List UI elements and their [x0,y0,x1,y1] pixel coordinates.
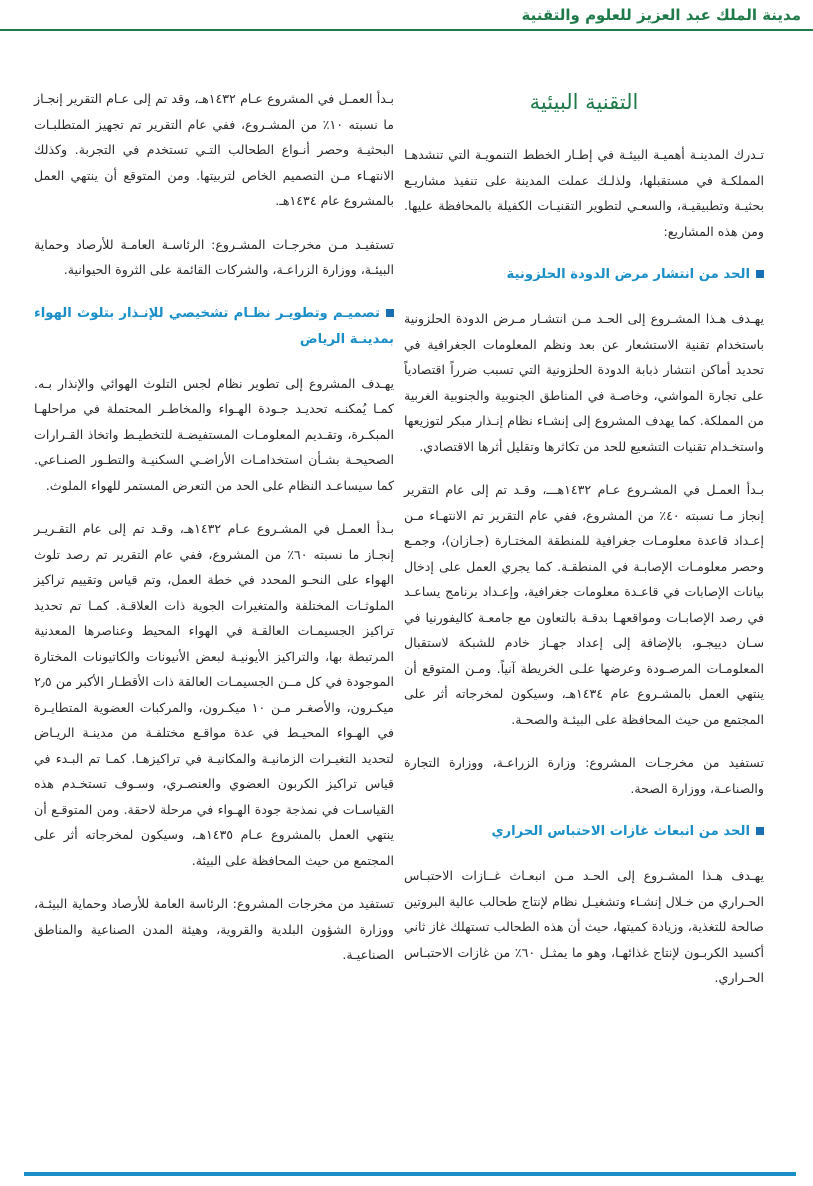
paragraph: تستفيـد مـن مخرجـات المشـروع: الرئاسـة العامـة للأرصاد وحماية البيئـة، ووزارة الزراعـة، والشركات القائمة على الثروة الحيوانية. [34,236,394,277]
left-column [34,86,394,986]
section-title: التقنية البيئية [529,90,639,114]
paragraph: يهـدف هـذا المشـروع إلى الحـد مـن انبعـاث غــازات الاحتبـاس الحـراري من خـلال إنشـاء وتشغيـل نظام لإنتاج طحالب عالية البروتين صالحة للتغذية، وزيادة كميتها، حيث أن هذه الطحالب تستهلك غاز ثاني أكسيد الكربـون لإنتاج غذائهـا، وهو ما يمثـل ٦٠٪ من غازات الاحتبـاس الحـراري. [404,868,765,985]
project-heading-text: تصميـم وتطويـر نظـام تشخيصي للإنـذار بتلوث الهواء بمدينـة الرياض [34,305,394,347]
project-heading-text: الحد من انبعاث غازات الاحتباس الحراري [491,824,750,839]
paragraph: تستفيد من مخرجـات المشروع: وزارة الزراعـة، ووزارة التجارة والصناعـة، ووزارة الصحة. [404,755,764,796]
bullet-square-icon [756,827,764,835]
project-heading-greenhouse [404,819,764,845]
header-title: مدينة الملك عبد العزيز للعلوم والتقنية [521,6,801,24]
paragraph: بـدأ العمـل في المشروع عـام ١٤٣٢هـ، وقد تم إلى عـام التقرير إنجـاز ما نسبته ١٠٪ من المشـروع، ففي عام التقرير تم تجهيز المتطلبـات البحثيـة وحصر أنـواع الطحالب التـي تستخدم في التجربة. وكذلك الانتهـاء مـن التصميم الخاص لتربيتها. ومن المتوقع أن ينتهي العمل بالمشروع عام ١٤٣٤هـ. [34,91,394,208]
project-heading-air-pollution [34,301,394,353]
right-column [404,88,764,1009]
intro-paragraph: تـدرك المدينـة أهميـة البيئـة في إطـار الخطط التنمويـة التي تنشدهـا المملكـة في مستقبلها، ولذلـك عملت المدينة على تنفيذ مشاريـع بحثيـة وتطبيقيـة، والسعـي لتطوير التقنيـات الكفيلة بالمحافظة عليها. ومن هذه المشاريع: [404,147,764,239]
header-rule [0,29,813,31]
project-heading-text: الحد من انتشار مرض الدودة الحلزونية [506,267,750,282]
project-heading-snailworm [404,262,764,288]
footer-rule [24,1172,796,1176]
paragraph: تستفيد من مخرجات المشروع: الرئاسة العامة للأرصاد وحماية البيئـة، ووزارة الشؤون البلدية والقروية، وهيئة المدن الصناعية والمناطق الصناعيـة. [34,896,394,962]
paragraph: بـدأ العمـل في المشـروع عـام ١٤٣٢هـــ، وقـد تم إلى عام التقرير إنجاز مـا نسبته ٤٠٪ من المشروع، ففي عام التقرير تم الانتهـاء مـن إعـداد قاعدة معلومـات جغرافية للمنطقة المختـارة (جـازان)، وجمـع وحصر معلومـات الإصابـة في المنطقـة. كما يجري العمل على إدخال بيانات الإصابات في قاعـدة معلومات جغرافية، وإعـداد برنامج يساعـد في رصد الإصابـات ومواقعهـا بدقـة بالتعاون مع جامعـة كاليفورنيا في سـان دييجـو، بالإضافة إلى إعداد جهـاز خادم للشبكة لاستقبال المعلومـات المرصـودة وعرضها علـى الخريطة آنياً. ومـن المتوقع أن ينتهي العمل بالمشـروع عام ١٤٣٤هـ، وسيكون لمخرجاته أثر على المجتمع من حيث المحافظة على البيئـة والصحـة. [404,482,764,727]
paragraph: يهـدف المشروع إلى تطوير نظام لجس التلوث الهوائي والإنذار بـه. كمـا يُمكنـه تحديـد جـودة الهـواء والمخاطـر المحتملة في مراحلهـا المبكـرة، وتقـديم المعلومـات المستفيضـة للتخطيـط واتخاذ القـرارات الصحيحـة بشـأن استخدامـات الأراضـي السكنيـة والتطـور الصنـاعي. كما سيساعـد النظام على الحد من التعرض المستمر للهواء الملوث. [34,375,394,493]
paragraph: يهـدف هـذا المشـروع إلى الحـد مـن انتشـار مـرض الدودة الحلزونية باستخدام تقنية الاستشعار عن بعد ونظم المعلومات الجغرافية في تحديد أماكن انتشار ذبابة الدودة الحلزونية التي تسبب ضرراً اقتصادياً على تجارة المواشي، وخاصـة في المناطق الجنوبية والجنوبية الغربية من المملكة. كما يهدف المشروع إلى إنشـاء نظام إنـذار مبكر لتوزيعها واستخـدام تقنيات التشعيع للحد من تكاثرها وتقليل أثرها الاقتصادي. [404,311,764,454]
bullet-square-icon [756,270,764,278]
bullet-square-icon [386,309,394,317]
paragraph: بـدأ العمـل في المشـروع عـام ١٤٣٢هـ، وقـد تم إلى عام التقـريـر إنجـاز ما نسبته ٦٠٪ من المشروع، ففي عام التقرير تم رصد تلوث الهواء على النحـو المحدد في خطة العمل، وتم قياس وتقييم تراكيز الملوثـات المختلفة والمتغيرات الجوية ذات العلاقـة. كمـا تم تحديد تراكيز الجسيمـات العالقـة في الهواء المحيط وعناصرها المعدنية المرتبطة بها، والتراكيز الأيونيـة لبعض الأنيونات والكاتيونات المختارة الموجودة في كل مــن الجسيمـات العالقة ذات الأقطـار الأكبر من ٢٫٥ ميكـرون، والأصغـر مـن ١٠ ميكـرون، والمركبات العضوية المتطايـرة في الهـواء المحيـط في عدة مواقـع مختلفـة من مدينـة الريـاض لتحديد التغيـرات الزمانيـة والمكانيـة في تراكيزهـا. كمـا تم البـدء في قياس تراكيز الكربون العضوي والعنصـري، وسـوف تستخـدم هذه القياسـات في نمذجة جودة الهـواء في مرحلة لاحقة. ومن المتوقـع أن ينتهي العمل بالمشروع عـام ١٤٣٥هـ، وسيكون لمخرجاته أثر على المجتمع من حيث المحافظة على البيئة. [34,521,394,868]
page-header [0,0,813,34]
